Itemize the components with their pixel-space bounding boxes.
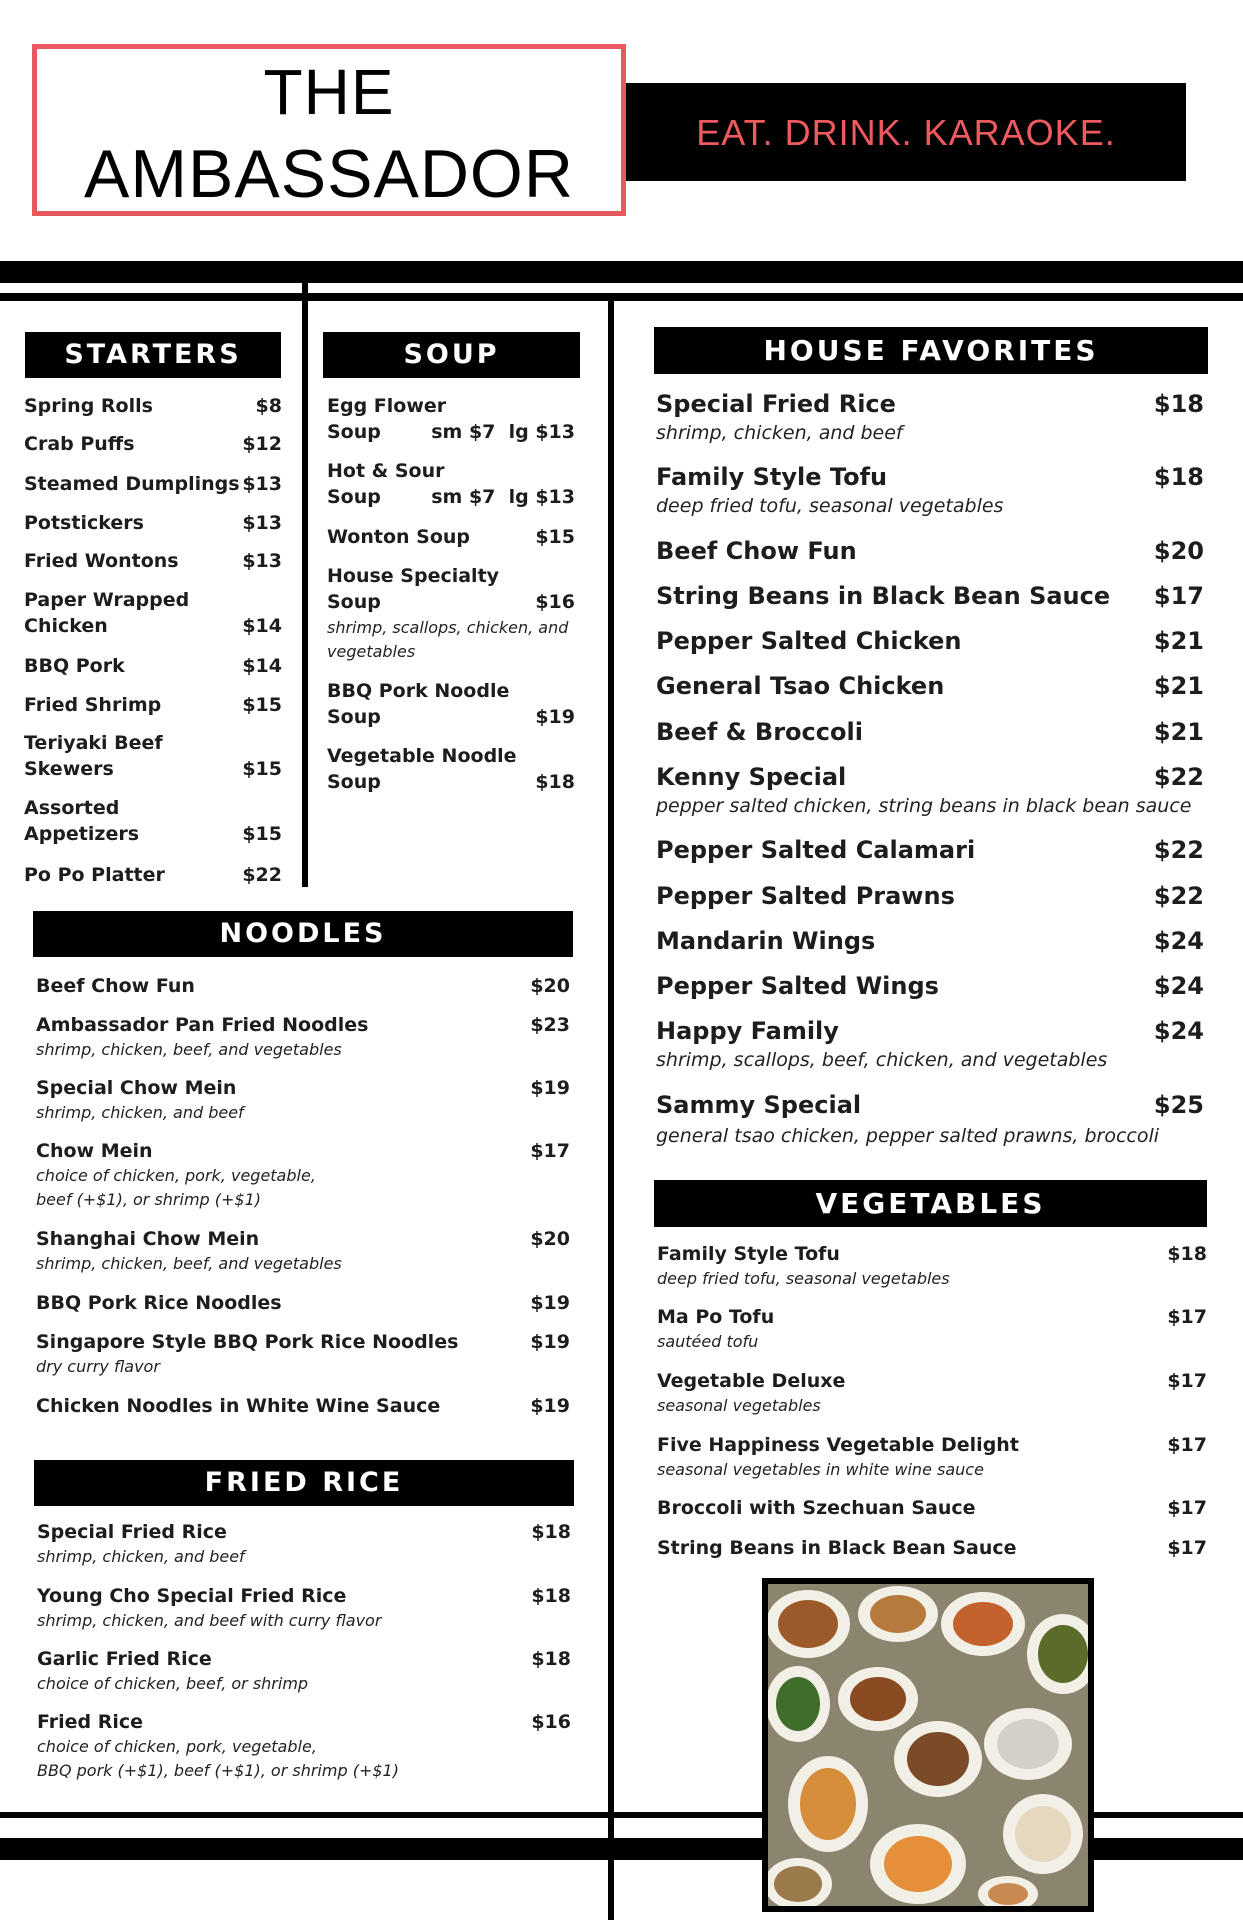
item-price: $13 <box>242 473 282 495</box>
item-price: $14 <box>242 655 282 677</box>
list-item <box>656 880 1204 912</box>
list-item <box>656 970 1204 1002</box>
item-price: $13 <box>242 550 282 572</box>
item-price: $24 <box>1153 1017 1204 1045</box>
item-name: Special Chow Mein <box>36 1077 237 1099</box>
item-name: BBQ Pork Rice Noodles <box>36 1292 282 1314</box>
item-name-line1: BBQ Pork Noodle <box>327 680 510 702</box>
item-description: shrimp, chicken, and beef <box>37 1547 245 1566</box>
list-item <box>24 510 282 536</box>
item-price: $18 <box>1153 390 1204 418</box>
soup-heading: SOUP <box>323 332 580 378</box>
house-favorites-heading: HOUSE FAVORITES <box>654 327 1208 374</box>
item-name: Five Happiness Vegetable Delight <box>657 1434 1019 1456</box>
item-price: $15 <box>242 823 282 845</box>
list-item <box>24 730 282 782</box>
item-name: Steamed Dumplings <box>24 473 240 495</box>
item-price: $24 <box>1153 972 1204 1000</box>
list-item <box>327 524 575 550</box>
item-price: $15 <box>242 758 282 780</box>
item-name: Sammy Special <box>656 1091 862 1119</box>
item-name: Young Cho Special Fried Rice <box>37 1585 347 1607</box>
list-item <box>37 1646 571 1698</box>
item-description: shrimp, chicken, and beef <box>656 422 903 444</box>
tagline-banner <box>626 83 1186 181</box>
item-description: pepper salted chicken, string beans in black bean sauce <box>656 795 1192 817</box>
item-price: $8 <box>255 395 282 417</box>
item-name: Mandarin Wings <box>656 927 876 955</box>
item-description-line1: shrimp, scallops, chicken, and <box>327 618 569 637</box>
list-item <box>656 761 1204 821</box>
list-item <box>36 1138 570 1214</box>
list-item <box>36 1393 570 1419</box>
list-item <box>36 1226 570 1278</box>
item-price: $15 <box>535 526 575 548</box>
list-item <box>656 580 1204 612</box>
item-price: $18 <box>531 1585 571 1607</box>
item-name: Crab Puffs <box>24 433 135 455</box>
item-name: Broccoli with Szechuan Sauce <box>657 1497 976 1519</box>
left-column-divider <box>302 283 308 887</box>
tagline-text: EAT. DRINK. KARAOKE. <box>696 112 1116 153</box>
item-name-line2: Soup <box>327 771 381 793</box>
item-price: $22 <box>1153 882 1204 910</box>
item-name-line2: Soup <box>327 706 381 728</box>
item-price: $20 <box>530 1228 570 1250</box>
item-name: Special Fried Rice <box>37 1521 227 1543</box>
item-price: $12 <box>242 433 282 455</box>
item-name: Kenny Special <box>656 763 847 791</box>
item-price: $21 <box>1153 627 1204 655</box>
item-name-line2: Chicken <box>24 615 108 637</box>
item-price: $19 <box>535 706 575 728</box>
item-name: Beef & Broccoli <box>656 718 863 746</box>
item-name: Fried Wontons <box>24 550 179 572</box>
item-name: Pepper Salted Chicken <box>656 627 962 655</box>
item-name-line1: Assorted <box>24 797 120 819</box>
list-item <box>657 1495 1207 1521</box>
item-price: $18 <box>1153 463 1204 491</box>
list-item <box>656 461 1204 521</box>
list-item <box>656 834 1204 866</box>
item-price: $14 <box>242 615 282 637</box>
item-description: deep fried tofu, seasonal vegetables <box>656 495 1004 517</box>
item-price: $18 <box>531 1648 571 1670</box>
item-description: shrimp, chicken, beef, and vegetables <box>36 1254 342 1273</box>
item-description-line2: BBQ pork (+$1), beef (+$1), or shrimp (+$1) <box>37 1761 399 1780</box>
item-price: $22 <box>242 864 282 886</box>
list-item <box>36 973 570 999</box>
item-name: String Beans in Black Bean Sauce <box>656 582 1111 610</box>
item-description: seasonal vegetables in white wine sauce <box>657 1460 984 1479</box>
list-item <box>37 1709 571 1785</box>
list-item <box>24 431 282 457</box>
item-price: sm $7 lg $13 <box>431 421 575 443</box>
item-description: general tsao chicken, pepper salted prawns, broccoli <box>656 1125 1160 1147</box>
vegetables-heading: VEGETABLES <box>654 1180 1207 1227</box>
item-description-line2: vegetables <box>327 642 416 661</box>
item-name: General Tsao Chicken <box>656 672 945 700</box>
item-price: $17 <box>1167 1370 1207 1392</box>
item-price: $19 <box>530 1331 570 1353</box>
item-name: Vegetable Deluxe <box>657 1370 846 1392</box>
item-name: Family Style Tofu <box>657 1243 840 1265</box>
item-price: $16 <box>531 1711 571 1733</box>
list-item <box>24 548 282 574</box>
item-price: $19 <box>530 1292 570 1314</box>
list-item <box>657 1304 1207 1356</box>
top-divider-thick <box>0 261 1243 283</box>
item-name: Ma Po Tofu <box>657 1306 775 1328</box>
list-item <box>657 1241 1207 1293</box>
item-price: $17 <box>1167 1537 1207 1559</box>
item-description-line1: choice of chicken, pork, vegetable, <box>36 1166 316 1185</box>
item-name: Beef Chow Fun <box>36 975 195 997</box>
item-name: Fried Rice <box>37 1711 144 1733</box>
top-divider-thin <box>0 293 1243 301</box>
list-item <box>327 393 575 445</box>
item-name-line1: Paper Wrapped <box>24 589 190 611</box>
item-price: $20 <box>530 975 570 997</box>
item-name: Shanghai Chow Mein <box>36 1228 260 1250</box>
list-item <box>327 563 575 665</box>
item-name: Pepper Salted Wings <box>656 972 939 1000</box>
list-item <box>656 625 1204 657</box>
list-item <box>24 692 282 718</box>
item-name: Fried Shrimp <box>24 694 162 716</box>
food-photo-illustration <box>768 1584 1088 1906</box>
list-item <box>656 716 1204 748</box>
item-description: deep fried tofu, seasonal vegetables <box>657 1269 950 1288</box>
item-name: Ambassador Pan Fried Noodles <box>36 1014 369 1036</box>
item-name: Chow Mein <box>36 1140 153 1162</box>
item-name: Spring Rolls <box>24 395 153 417</box>
list-item <box>37 1519 571 1571</box>
list-item <box>24 795 282 847</box>
item-description-line1: choice of chicken, pork, vegetable, <box>37 1737 317 1756</box>
list-item <box>656 1015 1204 1075</box>
starters-heading: STARTERS <box>25 332 281 378</box>
item-price: sm $7 lg $13 <box>431 486 575 508</box>
item-name: Family Style Tofu <box>656 463 888 491</box>
item-price: $21 <box>1153 718 1204 746</box>
item-price: $21 <box>1153 672 1204 700</box>
item-price: $18 <box>531 1521 571 1543</box>
item-name: BBQ Pork <box>24 655 125 677</box>
item-description: shrimp, chicken, and beef <box>36 1103 244 1122</box>
item-name-line2: Appetizers <box>24 823 140 845</box>
list-item <box>327 678 575 730</box>
item-price: $22 <box>1153 763 1204 791</box>
item-name-line1: Teriyaki Beef <box>24 732 163 754</box>
item-name: Pepper Salted Prawns <box>656 882 955 910</box>
list-item <box>24 862 282 888</box>
item-name-line1: Vegetable Noodle <box>327 745 517 767</box>
list-item <box>37 1583 571 1635</box>
list-item <box>36 1329 570 1381</box>
item-description: shrimp, chicken, and beef with curry flavor <box>37 1611 382 1630</box>
list-item <box>24 587 282 639</box>
item-price: $20 <box>1153 537 1204 565</box>
item-price: $16 <box>535 591 575 613</box>
item-name-line1: Hot & Sour <box>327 460 445 482</box>
item-name-line2: Soup <box>327 421 381 443</box>
item-price: $15 <box>242 694 282 716</box>
logo-title-line2: AMBASSADOR <box>84 136 574 212</box>
food-photo <box>762 1578 1094 1912</box>
item-description: sautéed tofu <box>657 1332 759 1351</box>
list-item <box>24 471 282 497</box>
item-name-line1: Egg Flower <box>327 395 447 417</box>
item-name: Singapore Style BBQ Pork Rice Noodles <box>36 1331 459 1353</box>
item-name: Pepper Salted Calamari <box>656 836 976 864</box>
item-name: String Beans in Black Bean Sauce <box>657 1537 1017 1559</box>
item-description-line2: beef (+$1), or shrimp (+$1) <box>36 1190 262 1209</box>
item-price: $22 <box>1153 836 1204 864</box>
list-item <box>327 458 575 510</box>
item-description: choice of chicken, beef, or shrimp <box>37 1674 309 1693</box>
list-item <box>656 925 1204 957</box>
item-price: $17 <box>1167 1497 1207 1519</box>
item-name: Po Po Platter <box>24 864 165 886</box>
item-name: Garlic Fried Rice <box>37 1648 212 1670</box>
list-item <box>656 1089 1204 1151</box>
item-name-line2: Soup <box>327 591 381 613</box>
item-price: $13 <box>242 512 282 534</box>
item-price: $25 <box>1153 1091 1204 1119</box>
item-price: $17 <box>1167 1434 1207 1456</box>
item-name: Beef Chow Fun <box>656 537 857 565</box>
list-item <box>36 1290 570 1316</box>
list-item <box>657 1535 1207 1561</box>
item-description: dry curry flavor <box>36 1357 160 1376</box>
item-name-line1: House Specialty <box>327 565 500 587</box>
list-item <box>656 670 1204 702</box>
item-name-line2: Skewers <box>24 758 114 780</box>
item-price: $18 <box>535 771 575 793</box>
restaurant-logo <box>32 44 626 216</box>
list-item <box>327 743 575 795</box>
item-name: Special Fried Rice <box>656 390 896 418</box>
list-item <box>24 393 282 419</box>
logo-title-line1: THE <box>263 56 395 128</box>
item-description: shrimp, scallops, beef, chicken, and vegetables <box>656 1049 1108 1071</box>
item-price: $19 <box>530 1395 570 1417</box>
item-price: $19 <box>530 1077 570 1099</box>
item-name: Potstickers <box>24 512 144 534</box>
item-name: Chicken Noodles in White Wine Sauce <box>36 1395 441 1417</box>
item-price: $24 <box>1153 927 1204 955</box>
noodles-heading: NOODLES <box>33 911 573 957</box>
item-name-line2: Soup <box>327 486 381 508</box>
list-item <box>656 388 1204 448</box>
item-price: $17 <box>1167 1306 1207 1328</box>
item-price: $17 <box>530 1140 570 1162</box>
list-item <box>656 535 1204 567</box>
fried-rice-heading: FRIED RICE <box>34 1460 574 1506</box>
item-name: Wonton Soup <box>327 526 471 548</box>
center-column-divider <box>608 301 614 1920</box>
list-item <box>24 653 282 679</box>
list-item <box>36 1075 570 1127</box>
item-price: $18 <box>1167 1243 1207 1265</box>
item-description: shrimp, chicken, beef, and vegetables <box>36 1040 342 1059</box>
item-price: $23 <box>530 1014 570 1036</box>
list-item <box>657 1368 1207 1420</box>
list-item <box>657 1432 1207 1484</box>
item-description: seasonal vegetables <box>657 1396 821 1415</box>
item-price: $17 <box>1153 582 1204 610</box>
item-name: Happy Family <box>656 1017 839 1045</box>
list-item <box>36 1012 570 1064</box>
